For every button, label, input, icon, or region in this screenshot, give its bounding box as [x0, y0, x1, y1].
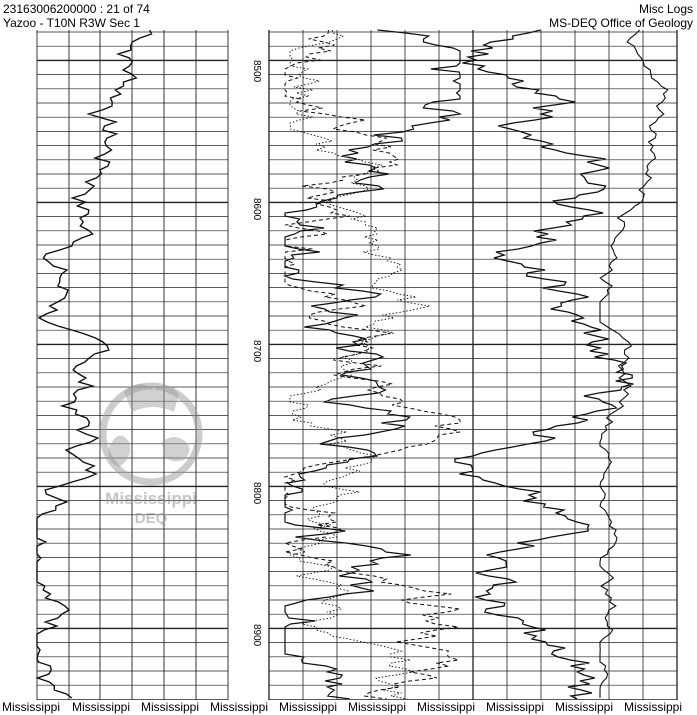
organization-label: MS-DEQ Office of Geology: [549, 16, 693, 30]
well-id-label: 23163006200000 : 21 of 74: [3, 2, 150, 16]
footer-label: Mississippi: [486, 700, 545, 714]
log-curve: [455, 30, 633, 699]
log-curve: [600, 30, 668, 698]
well-location-label: Yazoo - T10N R3W Sec 1: [3, 16, 140, 30]
footer-label: Mississippi: [210, 700, 269, 714]
footer-label: Mississippi: [141, 700, 200, 714]
footer-label: Mississippi: [279, 700, 338, 714]
depth-label-8600: 8600: [251, 198, 262, 221]
log-curve: [37, 30, 152, 698]
log-curve: [285, 30, 460, 699]
watermark-line-1: Mississippi: [105, 489, 197, 508]
depth-label-8800: 8800: [251, 482, 262, 505]
depth-label-8900: 8900: [251, 624, 262, 647]
footer-label: Mississippi: [348, 700, 407, 714]
left-track-grid: [37, 30, 228, 700]
depth-label-8500: 8500: [251, 60, 262, 83]
log-curve: [285, 30, 460, 699]
footer-label: Mississippi: [555, 700, 614, 714]
footer-label: Mississippi: [624, 700, 683, 714]
right-track-grid: [269, 30, 677, 700]
footer-label: Mississippi: [2, 700, 61, 714]
log-type-label: Misc Logs: [638, 2, 693, 16]
watermark-line-2: DEQ: [134, 510, 168, 527]
footer-strip: [0, 700, 697, 715]
footer-label: Mississippi: [417, 700, 476, 714]
depth-scale: [251, 60, 262, 647]
footer-label: Mississippi: [72, 700, 131, 714]
depth-label-8700: 8700: [251, 340, 262, 363]
